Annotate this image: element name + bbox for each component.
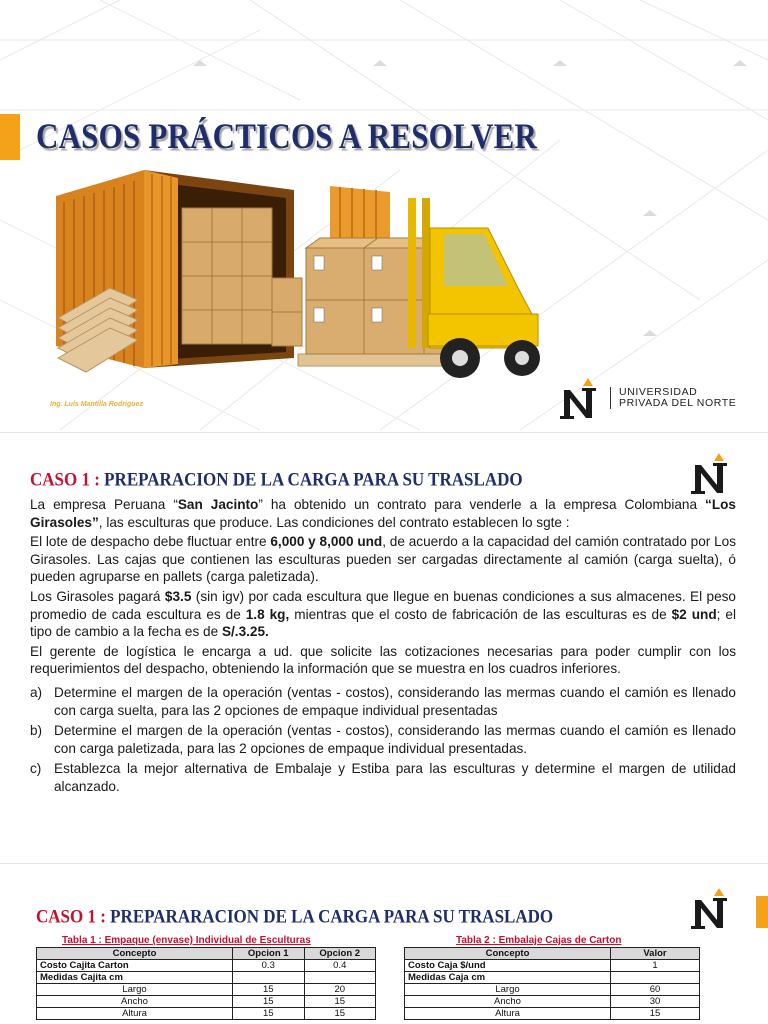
table-header: Concepto xyxy=(405,948,611,960)
case-tables-slide xyxy=(0,864,768,1024)
table2-caption: Tabla 2 : Embalaje Cajas de Carton xyxy=(456,935,622,946)
case-heading xyxy=(36,906,553,928)
table-row: Largo 60 xyxy=(405,984,700,996)
table1-caption: Tabla 1 : Empaque (envase) Individual de Esculturas xyxy=(62,935,311,946)
shipping-container-forklift-illustration xyxy=(48,168,548,390)
university-logo xyxy=(560,376,736,420)
paragraph-4: El gerente de logística le encarga a ud. que solicite las cotizaciones necesarias para poder cumplir con los requerimientos del despacho, obteniendo la información que se muestra en los cuadros inferiores. xyxy=(30,643,736,677)
university-name-line2: PRIVADA DEL NORTE xyxy=(619,397,737,409)
upn-n-logo-icon xyxy=(560,376,600,420)
upn-n-logo-icon xyxy=(690,451,732,495)
case-title-text: PREPARARACION DE LA CARGA PARA SU TRASLADO xyxy=(105,906,554,927)
table1-individual-packaging xyxy=(36,947,376,1020)
author-credit: Ing. Luis Mantilla Rodriguez xyxy=(50,401,143,408)
list-item: a) Determine el margen de la operación (ventas - costos), considerando las mermas cuando el camión es llenado con carga suelta, para las 2 opciones de empaque individual presentadas xyxy=(30,684,736,718)
question-list xyxy=(30,684,736,796)
upn-n-logo-icon xyxy=(690,886,732,930)
table-row: Ancho 15 15 xyxy=(37,996,376,1008)
table-row: Costo Cajita Carton 0.3 0.4 xyxy=(37,960,376,972)
paragraph-3: Los Girasoles pagará $3.5 (sin igv) por cada escultura que llegue en buenas condiciones a sus almacenes. El peso promedio de cada escultura es de 1.8 kg, mientras que el costo de fabricación de las esculturas es de $2 und; el tipo de cambio a la fecha es de S/.3.25. xyxy=(30,588,736,640)
table-row: Altura 15 xyxy=(405,1008,700,1020)
case-title-text: PREPARACION DE LA CARGA PARA SU TRASLADO xyxy=(99,469,523,490)
table2-cardboard-boxes xyxy=(404,947,700,1020)
paragraph-2: El lote de despacho debe fluctuar entre 6,000 y 8,000 und, de acuerdo a la capacidad del camión contratado por Los Girasoles. Las cajas que contienen las esculturas pueden ser cargadas directamente al camión (carga suelta), ó pueden agruparse en pallets (carga paletizada). xyxy=(30,534,736,585)
table-header: Concepto xyxy=(37,948,233,960)
table-row: Costo Caja $/und 1 xyxy=(405,960,700,972)
list-item: b) Determine el margen de la operación (ventas - costos), considerando las mermas cuando el camión es llenado con carga paletizada, para las 2 opciones de empaque individual presentadas. xyxy=(30,723,736,756)
table-header: Opcion 2 xyxy=(304,948,376,960)
table-header: Valor xyxy=(611,948,700,960)
case-body xyxy=(30,496,736,799)
page-title: CASOS PRÁCTICOS A RESOLVER xyxy=(36,116,538,157)
paragraph-1: La empresa Peruana “San Jacinto” ha obtenido un contrato para venderle a la empresa Colombiana “Los Girasoles”, las esculturas que produce. Las condiciones del contrato establecen lo sgte : xyxy=(30,497,736,530)
table-header: Opcion 1 xyxy=(233,948,305,960)
case-heading xyxy=(30,469,523,491)
table-row: Largo 15 20 xyxy=(37,984,376,996)
table-row: Medidas Cajita cm xyxy=(37,972,376,984)
case-label: CASO 1 : xyxy=(30,469,100,490)
table-row: Medidas Caja cm xyxy=(405,972,700,984)
table-row: Altura 15 15 xyxy=(37,1008,376,1020)
case-description-slide xyxy=(0,433,768,863)
university-name-line1: UNIVERSIDAD xyxy=(619,386,698,398)
cover-slide xyxy=(0,0,768,432)
case-label: CASO 1 : xyxy=(36,906,106,927)
list-item: c) Establezca la mejor alternativa de Embalaje y Estiba para las esculturas y determine el margen de utilidad alcanzado. xyxy=(30,761,736,794)
accent-bar xyxy=(756,896,768,928)
accent-bar xyxy=(0,114,20,160)
table-row: Ancho 30 xyxy=(405,996,700,1008)
